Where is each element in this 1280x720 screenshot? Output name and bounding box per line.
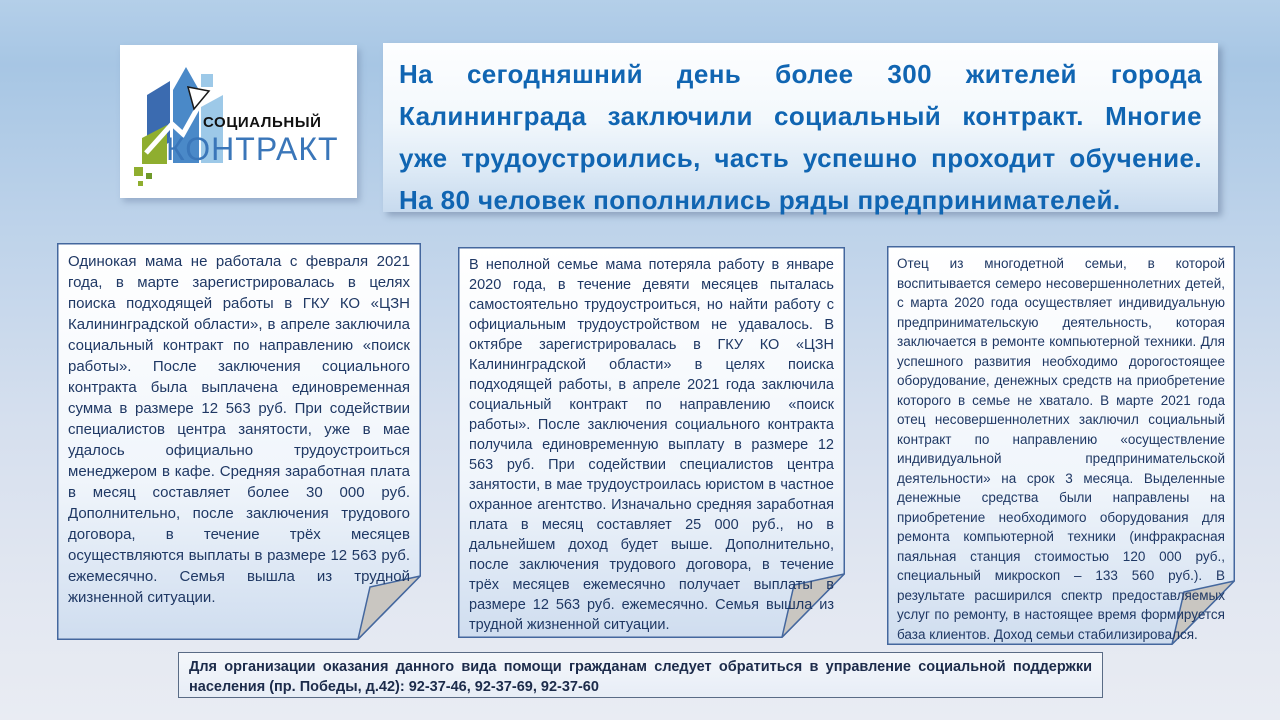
- logo-text-social: СОЦИАЛЬНЫЙ: [203, 114, 322, 131]
- story-card-3: [887, 246, 1235, 645]
- logo-text-contract: КОНТРАКТ: [166, 131, 339, 167]
- story-text-3: Отец из многодетной семьи, в которой воспитывается семеро несовершеннолетних детей, с марта 2020 года осуществляет индивидуальную предпринимательскую деятельность, которая заключается в ремонте компьютерной техники. Для успешного развития необходимо дорогостоящее оборудование, денежных средств на приобретение которого в семье не хватало. В марте 2021 года отец несовершеннолетних заключил социальный контракт по направлению «осуществление индивидуальной предпринимательской деятельности» на срок 3 месяца. Выделенные денежные средства были направлены на приобретение необходимого оборудования для ремонта компьютерной техники (инфракрасная паяльная станция стоимостью 120 000 руб., специальный микроскоп – 133 560 руб.). В результате расширился спектр предоставляемых услуг по ремонту, в настоящее время формируется база клиентов. Доход семьи стабилизировался.: [897, 256, 1225, 642]
- header-text: На сегодняшний день более 300 жителей города Калининграда заключили социальный контракт. Многие уже трудоустроились, часть успешно проходит обучение. На 80 человек пополнились ряды предпринимателей.: [399, 59, 1202, 215]
- story-text-2: В неполной семье мама потеряла работу в январе 2020 года, в течение девяти месяцев пыталась самостоятельно трудоустроиться, но найти работу с официальным трудоустройством не удавалось. В октябре зарегистрировалась в ГКУ КО «ЦЗН Калининградской области» в целях поиска подходящей работы, в апреле 2021 года заключила социальный контракт по направлению «поиск работы». После заключения социального контракта получила единовременную выплату в размере 12 563 руб. При содействии специалистов центра занятости, в мае трудоустроилась юристом в частное охранное агентство. Изначально средняя заработная плата в месяц составляет 25 000 руб., но в дальнейшем доход будет выше. Дополнительно, после заключения трудового договора, в течение трёх месяцев ежемесячно получает выплаты в размере 12 563 руб. ежемесячно. Семья вышла из трудной жизненной ситуации.: [469, 257, 834, 633]
- footer-text: Для организации оказания данного вида помощи гражданам следует обратиться в управление социальной поддержки населения (пр. Победы, д.42): 92-37-46, 92-37-69, 92-37-60: [189, 659, 1092, 695]
- header-banner: [383, 43, 1218, 215]
- logo: [120, 45, 357, 198]
- story-card-2: [458, 247, 845, 638]
- footer-contact-box: [178, 652, 1103, 698]
- story-card-1: [57, 243, 421, 640]
- story-text-1: Одинокая мама не работала с февраля 2021 года, в марте зарегистрировалась в целях поиска подходящей работы в ГКУ КО «ЦЗН Калининградской области», в апреле заключила социальный контракт по направлению «поиск работы». После заключения социального контракта была выплачена единовременная сумма в размере 12 563 руб. При содействии специалистов центра занятости, уже в мае удалось официально трудоустроиться менеджером в кафе. Средняя заработная плата в месяц составляет более 30 000 руб. Дополнительно, после заключения трудового договора, в течение трёх месяцев осуществляются выплаты в размере 12 563 руб. ежемесячно. Семья вышла из трудной жизненной ситуации.: [68, 253, 410, 606]
